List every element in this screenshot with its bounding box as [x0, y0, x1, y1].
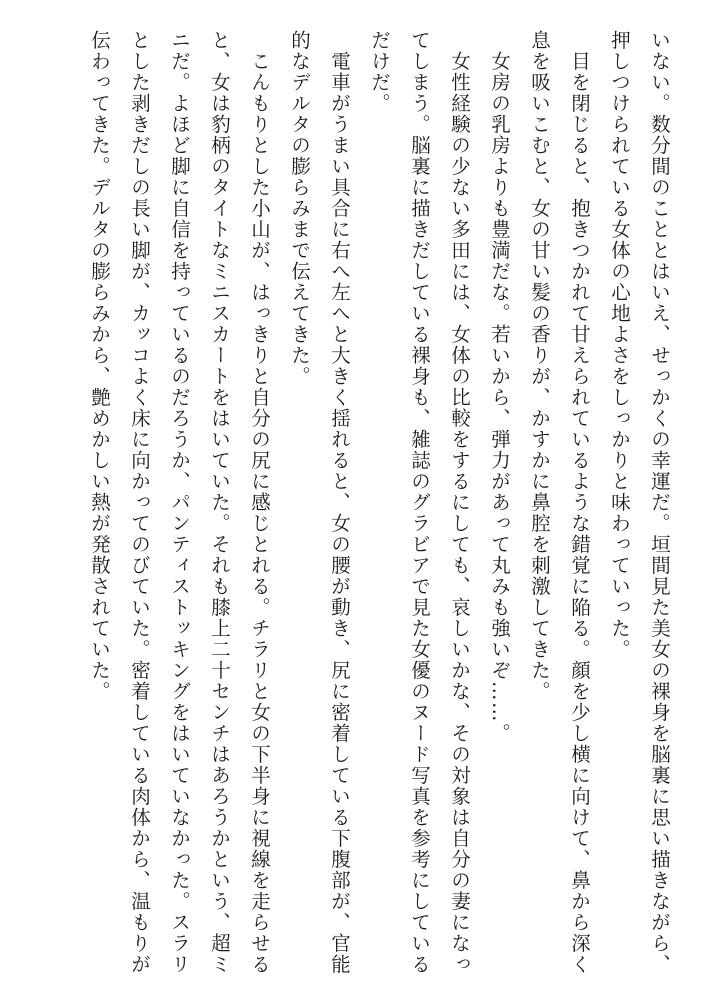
paragraph-3: 女房の乳房よりも豊満だな。若いから、弾力があって丸みも強いぞ……。: [488, 30, 511, 744]
paragraph-5: 電車がうまい具合に右へ左へと大きく揺れると、女の腰が動き、尻に密着している下腹部が、官能的なデルタの膨らみまで伝えてきた。: [288, 30, 351, 975]
paragraph-4: 女性経験の少ない多田には、女体の比較をするにしても、哀しいかな、その対象は自分の妻になってしまう。脳裏に描きだしている裸身も、雑誌のグラビアで見た女優のヌード写真を参考にしているだけだ。: [368, 30, 471, 975]
paragraph-1: いない。数分間のこととはいえ、せっかくの幸運だ。垣間見た美女の裸身を脳裏に思い描きながら、押しつけられている女体の心地よさをしっかりと味わっていった。: [608, 30, 671, 975]
paragraph-6: こんもりとした小山が、はっきりと自分の尻に感じとれる。チラリと女の下半身に視線を走らせると、女は豹柄のタイトなミニスカートをはいていた。それも膝上二十センチはあろうかという、超ミニだ。よほど脚に自信を持っているのだろうか、パンティストッキングをはいていなかった。スラリとした剥きだしの長い脚が、カッコよく床に向かってのびていた。密着している肉体から、温もりが伝わってきた。デルタの膨らみから、艶めかしい熱が発散されていた。: [88, 30, 271, 975]
paragraph-2: 目を閉じると、抱きつかれて甘えられているような錯覚に陥る。顔を少し横に向けて、鼻から深く息を吸いこむと、女の甘い髪の香りが、かすかに鼻腔を刺激してきた。: [528, 30, 591, 975]
novel-text-body: [19, 30, 679, 980]
